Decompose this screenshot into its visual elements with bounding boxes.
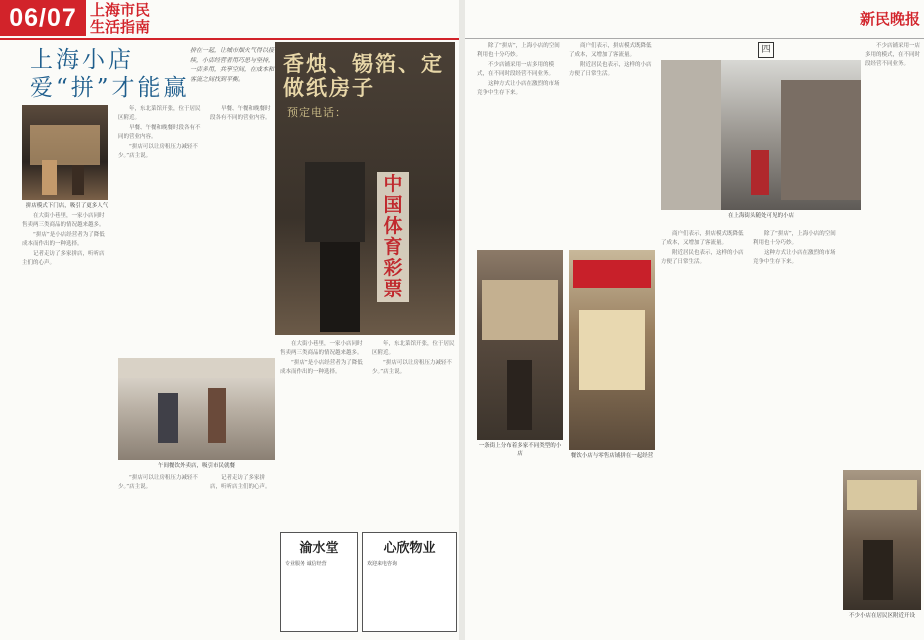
deck-text: 拼在一起，让城市烟火气得以接续，小店经营者用巧思与坚持，一店多用，共享空间，在成本和客流之间找到平衡。 bbox=[190, 47, 275, 83]
article-column-5: 记者走访了多家拼店，听听店主们的心声。 bbox=[210, 475, 271, 490]
photo-2-caption: 午间餐饮外卖店，吸引市民就餐 bbox=[157, 463, 235, 469]
ad-2-text: 欢迎来电咨询 bbox=[367, 561, 398, 567]
shop-photo-2 bbox=[118, 358, 275, 460]
section-number: 四 bbox=[758, 42, 774, 58]
shop-sign-subtext: 预定电话： bbox=[287, 106, 347, 119]
storefront-photo-2 bbox=[569, 250, 655, 450]
article-column-3: 早餐、午餐和晚餐时段各有不同的营业内容。 bbox=[210, 106, 271, 121]
left-newspaper-page bbox=[0, 0, 459, 640]
article-column-7: 年，东北菜馆开张，位于居民区附近。 “拼店可以让房租压力减轻不少。”店主说。 bbox=[372, 341, 455, 375]
headline-line-1: 上海小店 bbox=[30, 47, 134, 73]
advertisement-2 bbox=[362, 532, 457, 632]
ad-1-title: 渝水堂 bbox=[299, 541, 339, 556]
right-column-1: 除了“拼店”，上海小店的空间利用也十分巧妙。 不少店铺采用一店多用的模式，在不同时段经营不同业务。 这种方式让小店在激烈的市场竞争中生存下来。 bbox=[477, 43, 560, 96]
street-photo-caption: 在上海街头随处可见的小店 bbox=[727, 213, 794, 219]
storefront-photo-1-caption: 一条街上分布着多家不同类型的小店 bbox=[478, 443, 562, 457]
right-column-3: 不少店铺采用一店多用的模式，在不同时段经营不同业务。 bbox=[865, 43, 921, 67]
shop-photo-1 bbox=[22, 105, 108, 200]
storefront-photo-3 bbox=[843, 470, 921, 610]
article-column-4: “拼店可以让房租压力减轻不少。”店主说。 bbox=[118, 475, 198, 490]
issue-date: 06/07 bbox=[0, 0, 86, 36]
masthead-logo: 新民晚报 bbox=[859, 10, 920, 28]
section-title: 上海市民生活指南 bbox=[90, 1, 151, 36]
storefront-photo-2-caption: 餐饮小店与零售店铺拼在一起经营 bbox=[570, 453, 654, 459]
headline bbox=[30, 46, 190, 102]
right-column-5: 除了“拼店”，上海小店的空间利用也十分巧妙。 这种方式让小店在激烈的市场竞争中生存下来。 bbox=[753, 231, 836, 265]
header-rule bbox=[0, 38, 459, 40]
shop-sign-text: 香烛、锡箔、定做纸房子 bbox=[283, 51, 444, 100]
street-photo bbox=[661, 60, 861, 210]
right-newspaper-page bbox=[465, 0, 924, 640]
ad-1-text: 专业服务 诚信经营 bbox=[285, 561, 327, 567]
storefront-photo-1 bbox=[477, 250, 563, 440]
ad-2-title: 心欣物业 bbox=[383, 541, 436, 556]
shop-sign-photo bbox=[275, 42, 455, 335]
advertisement-1 bbox=[280, 532, 358, 632]
header-rule-right bbox=[465, 38, 924, 39]
photo-1-caption: 拼店模式下门店，吸引了更多人气 bbox=[25, 203, 109, 209]
article-column-1: 在大街小巷里，一家小店同时售卖两三类商品的情况越来越多。 “拼店”是小店经营者为了降低成本而作出的一种选择。 记者走访了多家拼店，听听店主们的心声。 bbox=[22, 213, 105, 266]
article-column-2: 年，东北菜馆开张，位于居民区附近。 早餐、午餐和晚餐时段各有不同的营业内容。 “拼店可以让房租压力减轻不少。”店主说。 bbox=[118, 106, 201, 159]
right-column-2: 商户们表示，拼店模式既降低了成本，又增加了客流量。 附近居民也表示，这样的小店方便了日常生活。 bbox=[569, 43, 652, 77]
right-column-4: 商户们表示，拼店模式既降低了成本，又增加了客流量。 附近居民也表示，这样的小店方便了日常生活。 bbox=[661, 231, 744, 265]
headline-line-2: 爱“拼”才能赢 bbox=[30, 75, 190, 101]
storefront-photo-3-caption: 不少小店在居民区附近开设 bbox=[848, 613, 915, 619]
article-column-6: 在大街小巷里，一家小店同时售卖两三类商品的情况越来越多。 “拼店”是小店经营者为了降低成本而作出的一种选择。 bbox=[280, 341, 363, 375]
lottery-sign: 中国体育彩票 bbox=[377, 172, 409, 302]
